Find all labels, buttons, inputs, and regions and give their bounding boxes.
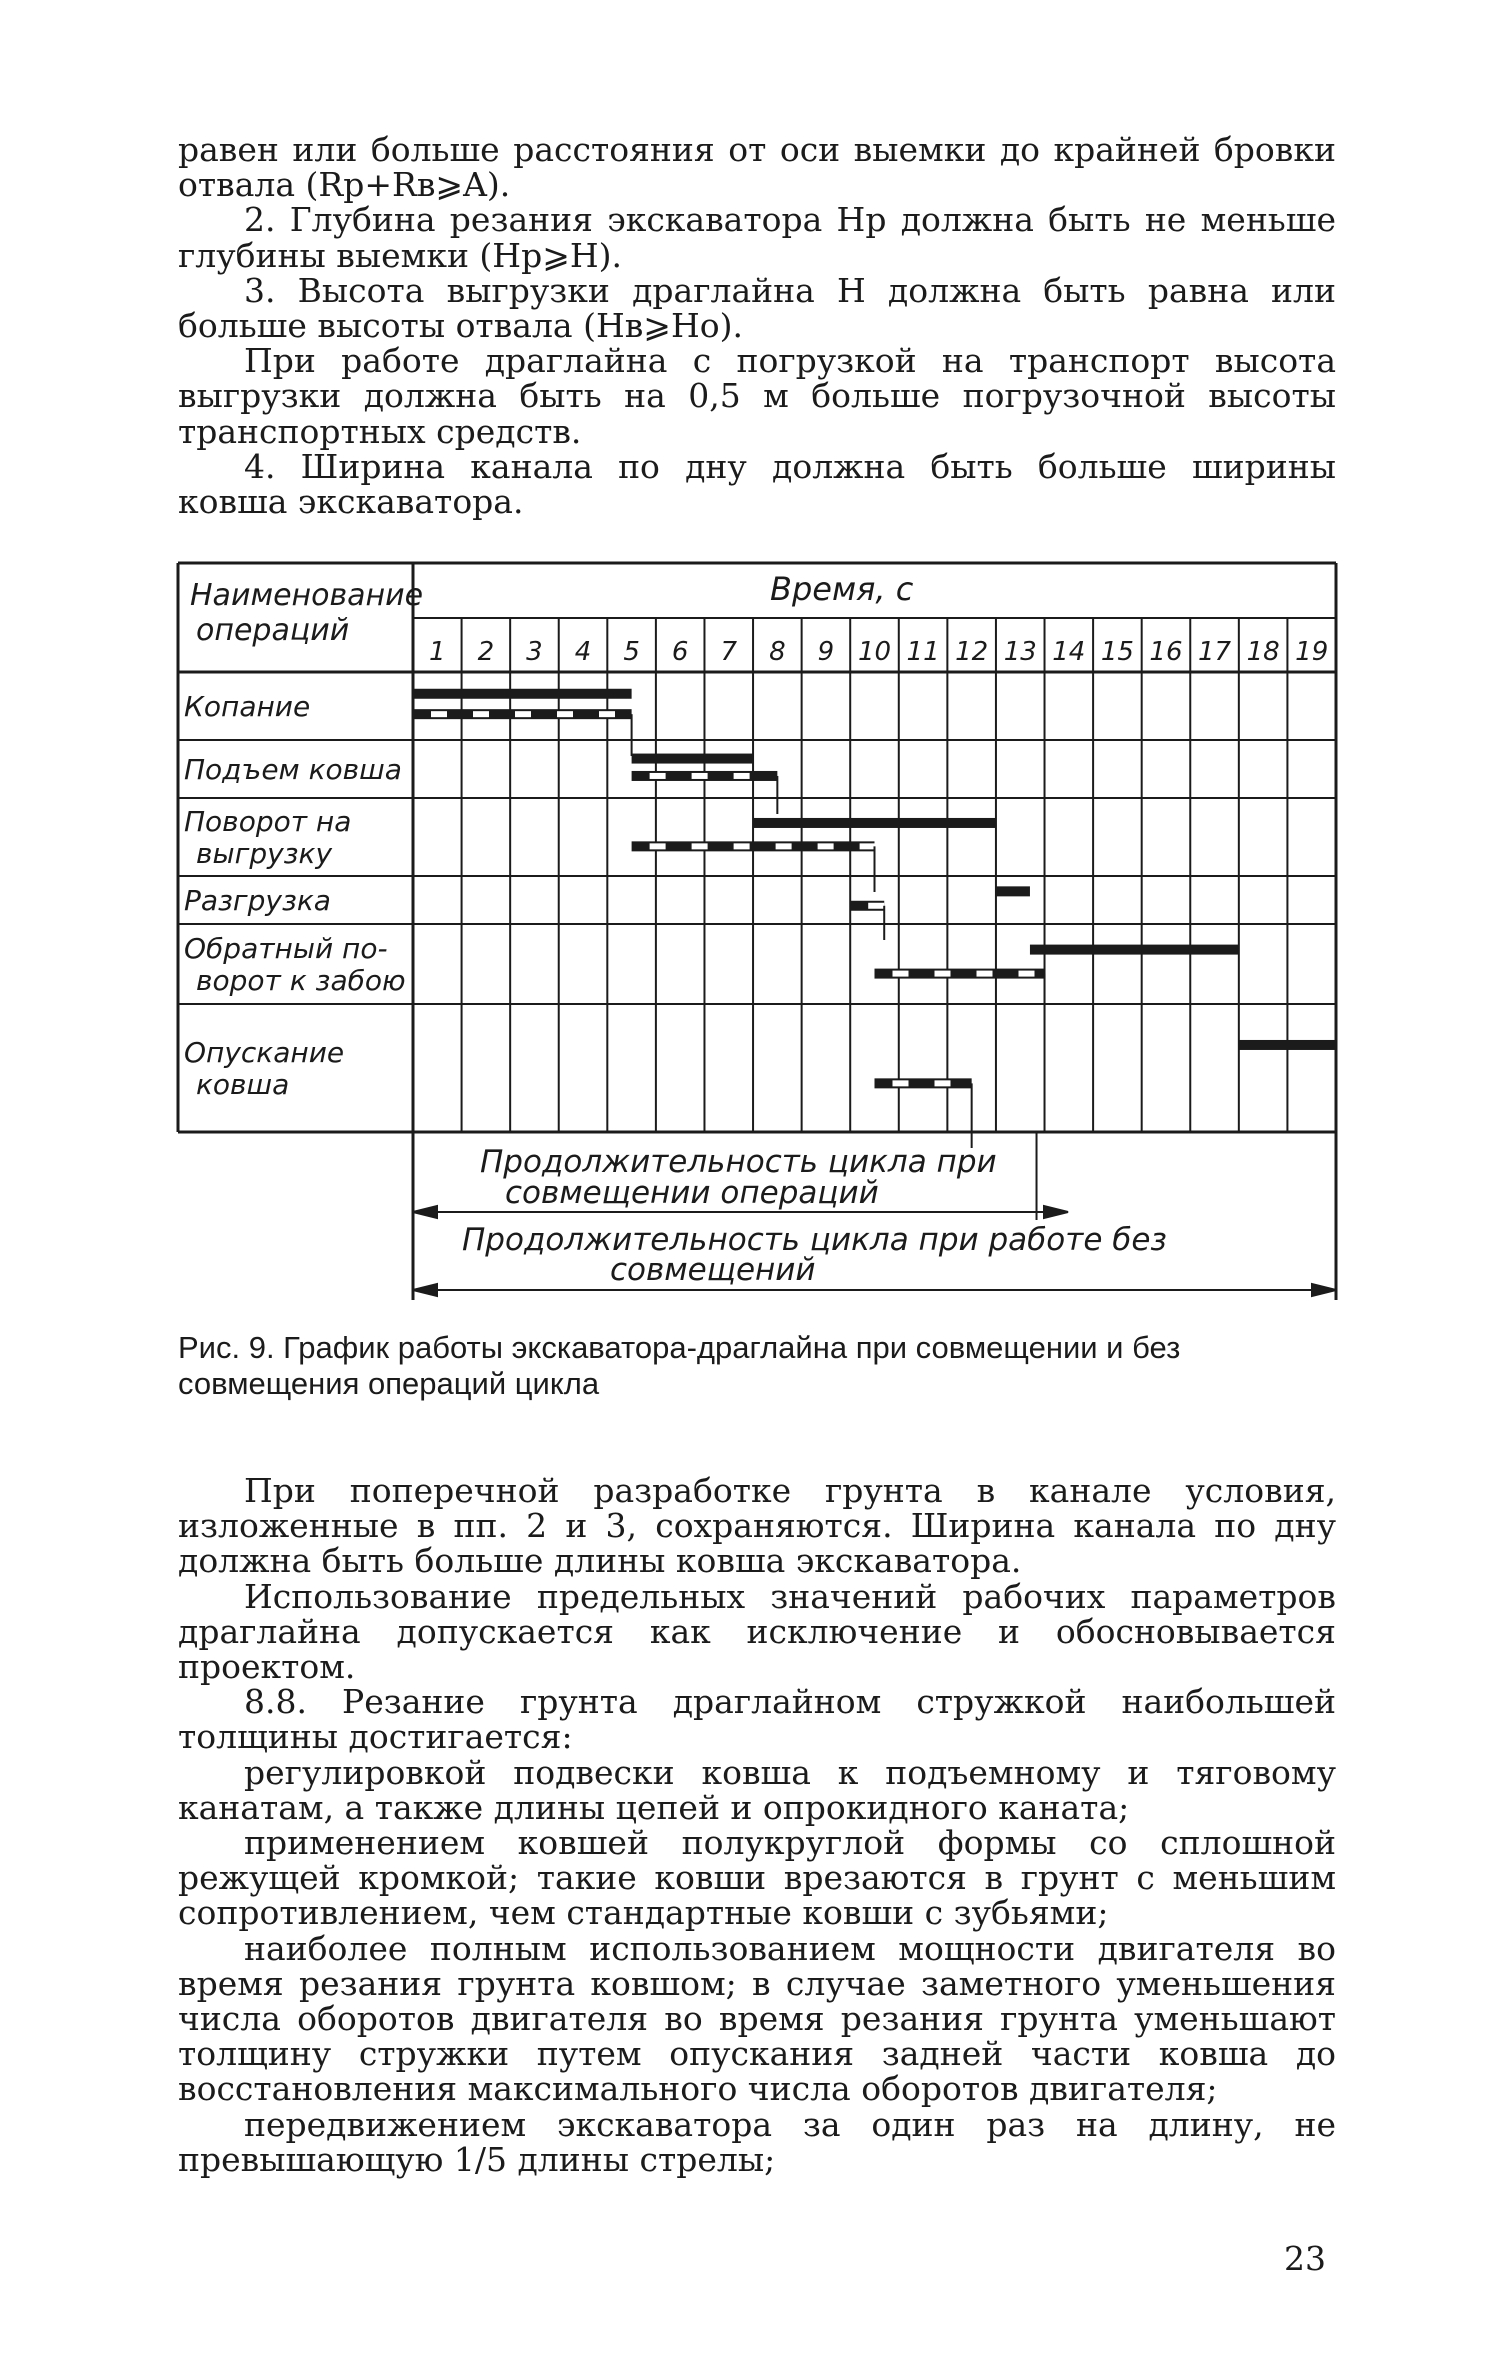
header-time: Время, с: [770, 570, 914, 608]
time-ticks: [429, 637, 1328, 667]
bar-sequential: [1239, 1040, 1336, 1050]
operation-label: Копание: [184, 690, 311, 723]
dim-combined-line1: Продолжительность цикла при: [480, 1144, 997, 1180]
operation-label: Опускание: [184, 1036, 345, 1069]
time-tick-label: 16: [1149, 637, 1183, 667]
time-tick-label: 2: [477, 637, 495, 667]
operation-label: ворот к забою: [196, 964, 406, 997]
dim-combined-arrow-right: [1044, 1206, 1068, 1218]
bar-combined-gap: [650, 843, 666, 849]
bar-sequential: [632, 754, 753, 764]
page-number: 23: [1284, 2239, 1326, 2278]
operation-label: Разгрузка: [184, 884, 331, 917]
bar-combined-gap: [650, 773, 666, 779]
time-tick-label: 14: [1052, 637, 1086, 667]
dim-separate-arrow-right: [1312, 1284, 1336, 1296]
figure-caption: [178, 1330, 1336, 1402]
dim-combined-line2: совмещении операций: [505, 1175, 879, 1211]
header-operations-line1: Наименование: [190, 578, 424, 613]
time-tick-label: 19: [1295, 637, 1329, 667]
bar-combined-gap: [557, 711, 573, 717]
bar-combined-gap: [692, 773, 708, 779]
paragraph: наиболее полным использованием мощности двигателя во время резания грунта ковшом; в случае заметного уменьшения числа оборотов двигателя во время резания грунта уменьшают толщину стружки путем опускания задней части ковша до восстановления максимального числа оборотов двигателя;: [178, 1928, 1336, 2109]
caption-text: Рис. 9. График работы экскаватора-драглайна при совмещении и без совмещения операций цикла: [178, 1330, 1181, 1401]
bar-combined-gap: [818, 843, 834, 849]
operation-label: Обратный по-: [184, 932, 388, 965]
time-tick-label: 17: [1198, 637, 1232, 667]
bar-combined-gap: [868, 903, 884, 909]
time-tick-label: 10: [857, 637, 892, 667]
operation-label: Подъем ковша: [184, 753, 402, 786]
paragraph: 8.8. Резание грунта драглайном стружкой наибольшей толщины достигается:: [178, 1682, 1336, 1757]
time-tick-label: 4: [574, 637, 592, 667]
bar-combined-gap: [1019, 971, 1035, 977]
time-tick-label: 15: [1100, 637, 1134, 667]
time-tick-label: 3: [526, 637, 543, 667]
paragraph: 4. Ширина канала по дну должна быть больше ширины ковша экскаватора.: [178, 446, 1336, 522]
time-tick-label: 12: [955, 637, 989, 667]
bar-sequential: [413, 689, 632, 699]
bar-combined: [632, 841, 875, 851]
operation-label: ковша: [196, 1068, 290, 1101]
bar-sequential: [1030, 945, 1239, 955]
paragraph: регулировкой подвески ковша к подъемному и тяговому канатам, а также длины цепей и опрокидного каната;: [178, 1752, 1336, 1827]
time-tick-label: 18: [1246, 637, 1280, 667]
bar-combined-gap: [599, 711, 615, 717]
paragraph: равен или больше расстояния от оси выемки до крайней бровки отвала (Rр+Rв⩾A).: [178, 130, 1336, 205]
bar-combined-gap: [977, 971, 993, 977]
time-tick-label: 7: [720, 637, 738, 667]
bar-combined-gap: [860, 843, 876, 849]
gantt-bars: [413, 689, 1336, 1148]
time-tick-label: 11: [906, 637, 940, 667]
dim-separate-arrow-left: [413, 1284, 437, 1296]
bar-combined-gap: [734, 843, 750, 849]
time-tick-label: 9: [817, 637, 835, 667]
dim-separate-line1: Продолжительность цикла при работе без: [462, 1222, 1167, 1258]
bar-combined-gap: [893, 971, 909, 977]
time-tick-label: 8: [769, 637, 786, 667]
paragraph: применением ковшей полукруглой формы со сплошной режущей кромкой; такие ковши врезаются в грунт с меньшим сопротивлением, чем стандартные ковши с зубьями;: [178, 1823, 1336, 1933]
operation-label: Поворот на: [184, 805, 352, 838]
bar-sequential: [753, 818, 996, 828]
time-tick-label: 6: [671, 637, 689, 667]
bar-sequential: [996, 886, 1030, 896]
time-tick-label: 13: [1003, 637, 1037, 667]
bottom-text-block: [178, 1473, 1336, 2177]
bar-combined-gap: [935, 971, 951, 977]
grid-lines: [178, 618, 1336, 1220]
bar-combined-gap: [431, 711, 447, 717]
paragraph: 2. Глубина резания экскаватора Hр должна быть не меньше глубины выемки (Hр⩾H).: [178, 200, 1336, 275]
bar-combined-gap: [776, 843, 792, 849]
header-operations-line2: операций: [196, 613, 350, 648]
operation-labels: [184, 690, 406, 1101]
bar-combined-gap: [893, 1080, 909, 1086]
time-tick-label: 5: [623, 637, 640, 667]
paragraph: При поперечной разработке грунта в канале условия, изложенные в пп. 2 и 3, сохраняются. Ширина канала по дну должна быть больше длины ковша экскаватора.: [178, 1471, 1336, 1581]
bar-combined-gap: [473, 711, 489, 717]
bar-combined-gap: [692, 843, 708, 849]
time-tick-label: 1: [429, 637, 446, 667]
bar-combined: [875, 1078, 972, 1088]
dim-combined-arrow-left: [413, 1206, 437, 1218]
operation-label: выгрузку: [196, 837, 333, 870]
paragraph: передвижением экскаватора за один раз на длину, не превышающую 1/5 длины стрелы;: [178, 2104, 1336, 2179]
paragraph: Использование предельных значений рабочих параметров драглайна допускается как исключение и обосновывается проектом.: [178, 1576, 1336, 1687]
paragraph: При работе драглайна с погрузкой на транспорт высота выгрузки должна быть на 0,5 м больше погрузочной высоты транспортных средств.: [178, 341, 1336, 451]
bar-combined-gap: [734, 773, 750, 779]
bar-combined-gap: [935, 1080, 951, 1086]
dim-separate-line2: совмещений: [610, 1252, 816, 1288]
bar-combined-gap: [515, 711, 531, 717]
paragraph: 3. Высота выгрузки драглайна H должна быть равна или больше высоты отвала (Hв⩾Hо).: [178, 270, 1336, 346]
